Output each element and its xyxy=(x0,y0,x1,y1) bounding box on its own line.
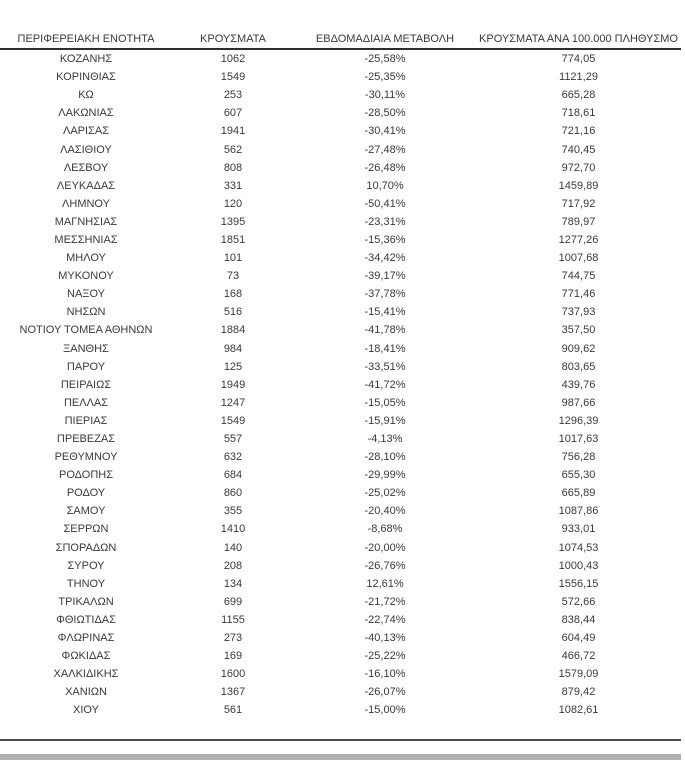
cell-cases: 860 xyxy=(223,487,243,500)
cell-cases-per-100k: 1017,63 xyxy=(558,433,599,446)
cell-region: ΝΟΤΙΟΥ ΤΟΜΕΑ ΑΘΗΝΩΝ xyxy=(19,324,153,337)
cell-cases: 1884 xyxy=(220,324,246,337)
cell-weekly-change: -21,72% xyxy=(364,595,406,608)
cell-cases-per-100k: 972,70 xyxy=(561,161,596,174)
column-header-cases-per-100k: ΚΡΟΥΣΜΑΤΑ ΑΝΑ 100.000 ΠΛΗΘΥΣΜΟ xyxy=(476,33,681,49)
cell-weekly-change: -22,74% xyxy=(364,613,406,626)
table-row xyxy=(0,231,681,249)
cell-weekly-change: -30,11% xyxy=(364,89,406,102)
cell-cases-per-100k: 1082,61 xyxy=(558,704,599,717)
cell-cases-per-100k: 737,93 xyxy=(561,306,596,319)
table-row xyxy=(0,159,681,177)
cell-weekly-change: -41,72% xyxy=(364,378,406,391)
cell-weekly-change: -28,50% xyxy=(364,107,406,120)
table-row xyxy=(0,412,681,430)
cell-region: ΦΛΩΡΙΝΑΣ xyxy=(57,632,115,645)
table-row xyxy=(0,49,681,68)
cell-cases: 125 xyxy=(223,360,243,373)
table-row xyxy=(0,122,681,140)
cell-cases: 73 xyxy=(226,270,240,283)
cell-region: ΣΠΟΡΑΔΩΝ xyxy=(55,541,117,554)
cell-cases: 331 xyxy=(223,179,243,192)
cell-weekly-change: -40,13% xyxy=(364,632,406,645)
cell-region: ΜΑΓΝΗΣΙΑΣ xyxy=(54,215,118,228)
table-row xyxy=(0,195,681,213)
cell-region: ΞΑΝΘΗΣ xyxy=(63,342,109,355)
table-row xyxy=(0,376,681,394)
table-row xyxy=(0,575,681,593)
table-row xyxy=(0,466,681,484)
cell-cases-per-100k: 466,72 xyxy=(561,650,596,663)
table-row xyxy=(0,629,681,647)
cell-weekly-change: -20,00% xyxy=(364,541,406,554)
cell-cases-per-100k: 1000,43 xyxy=(558,559,599,572)
cell-region: ΠΡΕΒΕΖΑΣ xyxy=(56,433,116,446)
cell-weekly-change: -26,76% xyxy=(364,559,406,572)
cell-weekly-change: -26,07% xyxy=(364,686,406,699)
cell-cases: 1549 xyxy=(220,414,246,427)
cell-region: ΝΗΣΩΝ xyxy=(66,306,106,319)
bottom-gray-bar xyxy=(0,754,681,760)
table-row xyxy=(0,611,681,629)
table-row xyxy=(0,557,681,575)
cell-cases-per-100k: 1277,26 xyxy=(558,233,599,246)
cell-region: ΛΑΣΙΘΙΟΥ xyxy=(60,143,112,156)
table-row xyxy=(0,303,681,321)
cell-weekly-change: 12,61% xyxy=(366,577,404,590)
table-row xyxy=(0,665,681,683)
cell-cases-per-100k: 1074,53 xyxy=(558,541,599,554)
cell-weekly-change: -27,48% xyxy=(364,143,406,156)
column-header-region: ΠΕΡΙΦΕΡΕΙΑΚΗ ΕΝΟΤΗΤΑ xyxy=(0,33,172,49)
table-row xyxy=(0,267,681,285)
cell-cases: 562 xyxy=(223,143,243,156)
cell-cases-per-100k: 909,62 xyxy=(561,342,596,355)
cell-cases: 1395 xyxy=(220,215,246,228)
cell-weekly-change: -15,36% xyxy=(364,233,406,246)
cell-cases: 1851 xyxy=(220,233,246,246)
cell-weekly-change: -4,13% xyxy=(367,433,403,446)
cell-cases: 355 xyxy=(223,505,243,518)
cell-region: ΤΡΙΚΑΛΩΝ xyxy=(58,595,114,608)
cell-cases-per-100k: 1459,89 xyxy=(558,179,599,192)
cell-region: ΦΘΙΩΤΙΔΑΣ xyxy=(56,613,116,626)
cell-cases: 1367 xyxy=(220,686,246,699)
cell-region: ΠΕΛΛΑΣ xyxy=(63,396,109,409)
cell-cases-per-100k: 933,01 xyxy=(561,523,596,536)
cell-weekly-change: -37,78% xyxy=(364,288,406,301)
table-row xyxy=(0,683,681,701)
cell-weekly-change: -25,02% xyxy=(364,487,406,500)
cell-cases: 169 xyxy=(223,650,243,663)
cell-region: ΧΑΝΙΩΝ xyxy=(65,686,107,699)
cell-region: ΡΟΔΟΥ xyxy=(66,487,106,500)
table-row xyxy=(0,539,681,557)
cell-cases: 101 xyxy=(223,252,243,265)
cell-cases: 557 xyxy=(223,433,243,446)
cell-cases-per-100k: 718,61 xyxy=(561,107,596,120)
cell-weekly-change: -8,68% xyxy=(367,523,403,536)
cell-cases: 1949 xyxy=(220,378,246,391)
cell-cases: 140 xyxy=(223,541,243,554)
cell-cases-per-100k: 1007,68 xyxy=(558,252,599,265)
cell-cases: 632 xyxy=(223,451,243,464)
table-row xyxy=(0,68,681,86)
table-row xyxy=(0,430,681,448)
cell-region: ΧΑΛΚΙΔΙΚΗΣ xyxy=(53,668,119,681)
bottom-separator-line xyxy=(0,739,681,741)
cell-cases-per-100k: 838,44 xyxy=(561,613,596,626)
cell-region: ΤΗΝΟΥ xyxy=(66,577,106,590)
cell-cases: 561 xyxy=(223,704,243,717)
cell-weekly-change: -20,40% xyxy=(364,505,406,518)
cell-cases-per-100k: 1579,09 xyxy=(558,668,599,681)
cell-weekly-change: -25,22% xyxy=(364,650,406,663)
cell-weekly-change: -16,10% xyxy=(364,668,406,681)
cell-cases-per-100k: 756,28 xyxy=(561,451,596,464)
cell-weekly-change: -15,91% xyxy=(364,414,406,427)
cell-weekly-change: -28,10% xyxy=(364,451,406,464)
column-header-weekly-change: ΕΒΔΟΜΑΔΙΑΙΑ ΜΕΤΑΒΟΛΗ xyxy=(294,33,476,49)
cell-cases-per-100k: 721,16 xyxy=(561,125,596,138)
cell-region: ΠΙΕΡΙΑΣ xyxy=(64,414,108,427)
cell-region: ΝΑΞΟΥ xyxy=(67,288,105,301)
cell-region: ΚΩ xyxy=(78,89,94,102)
cell-cases: 699 xyxy=(223,595,243,608)
cell-region: ΛΗΜΝΟΥ xyxy=(62,197,110,210)
cell-region: ΚΟΡΙΝΘΙΑΣ xyxy=(56,71,116,84)
table-row xyxy=(0,321,681,339)
cases-table xyxy=(0,33,681,719)
cell-weekly-change: -50,41% xyxy=(364,197,406,210)
table-row xyxy=(0,285,681,303)
cell-weekly-change: -15,41% xyxy=(364,306,406,319)
cell-cases: 607 xyxy=(223,107,243,120)
cell-cases: 134 xyxy=(223,577,243,590)
cell-region: ΡΟΔΟΠΗΣ xyxy=(58,469,114,482)
cell-weekly-change: -33,51% xyxy=(364,360,406,373)
cell-region: ΛΕΣΒΟΥ xyxy=(63,161,109,174)
cell-cases: 1410 xyxy=(220,523,246,536)
table-row xyxy=(0,213,681,231)
table-row xyxy=(0,647,681,665)
table-row xyxy=(0,502,681,520)
table-row xyxy=(0,520,681,538)
cell-cases: 1062 xyxy=(220,53,246,66)
cell-region: ΧΙΟΥ xyxy=(73,704,99,717)
cell-cases: 1600 xyxy=(220,668,246,681)
cell-region: ΣΕΡΡΩΝ xyxy=(63,523,109,536)
cell-cases-per-100k: 879,42 xyxy=(561,686,596,699)
cell-weekly-change: -39,17% xyxy=(364,270,406,283)
cell-cases-per-100k: 789,97 xyxy=(561,215,596,228)
cell-cases: 168 xyxy=(223,288,243,301)
cell-weekly-change: -23,31% xyxy=(364,215,406,228)
cell-cases-per-100k: 717,92 xyxy=(561,197,596,210)
cell-region: ΛΑΚΩΝΙΑΣ xyxy=(58,107,114,120)
cell-region: ΚΟΖΑΝΗΣ xyxy=(59,53,113,66)
cell-region: ΣΑΜΟΥ xyxy=(66,505,106,518)
cell-cases-per-100k: 1556,15 xyxy=(558,577,599,590)
cell-weekly-change: -34,42% xyxy=(364,252,406,265)
cell-weekly-change: -26,48% xyxy=(364,161,406,174)
cell-cases: 1155 xyxy=(221,613,245,626)
cell-cases-per-100k: 744,75 xyxy=(561,270,596,283)
cell-cases-per-100k: 572,66 xyxy=(561,595,596,608)
table-row xyxy=(0,340,681,358)
cell-cases-per-100k: 655,30 xyxy=(561,469,596,482)
cell-weekly-change: -25,35% xyxy=(364,71,406,84)
cell-cases: 684 xyxy=(223,469,243,482)
cell-cases-per-100k: 740,45 xyxy=(561,143,596,156)
table-row xyxy=(0,104,681,122)
cell-cases-per-100k: 1121,29 xyxy=(559,71,598,84)
cell-cases: 273 xyxy=(223,632,243,645)
cell-cases: 984 xyxy=(223,342,243,355)
cell-region: ΜΥΚΟΝΟΥ xyxy=(58,270,114,283)
cell-cases: 808 xyxy=(223,161,243,174)
cell-region: ΦΩΚΙΔΑΣ xyxy=(61,650,111,663)
cell-region: ΛΕΥΚΑΔΑΣ xyxy=(56,179,116,192)
cell-cases-per-100k: 771,46 xyxy=(561,288,596,301)
table-row xyxy=(0,394,681,412)
cell-cases-per-100k: 1087,86 xyxy=(558,505,599,518)
table-row xyxy=(0,448,681,466)
table-row xyxy=(0,140,681,158)
table-header-row xyxy=(0,33,681,49)
cell-cases: 1247 xyxy=(220,396,246,409)
cell-cases-per-100k: 357,50 xyxy=(561,324,596,337)
cell-cases: 516 xyxy=(223,306,243,319)
cell-cases: 1549 xyxy=(220,71,246,84)
cell-cases: 1941 xyxy=(220,125,246,138)
cell-cases: 208 xyxy=(223,559,243,572)
cell-weekly-change: -18,41% xyxy=(364,342,406,355)
cell-region: ΠΕΙΡΑΙΩΣ xyxy=(60,378,112,391)
cell-region: ΜΗΛΟΥ xyxy=(66,252,106,265)
table-row xyxy=(0,177,681,195)
cell-cases: 253 xyxy=(223,89,243,102)
cell-cases-per-100k: 1296,39 xyxy=(558,414,599,427)
cell-cases-per-100k: 604,49 xyxy=(561,632,596,645)
table-row xyxy=(0,86,681,104)
cell-cases-per-100k: 803,65 xyxy=(561,360,596,373)
cell-region: ΜΕΣΣΗΝΙΑΣ xyxy=(54,233,118,246)
cell-weekly-change: -25,58% xyxy=(364,53,406,66)
cell-region: ΛΑΡΙΣΑΣ xyxy=(62,125,109,138)
table-body xyxy=(0,49,681,719)
table-row xyxy=(0,701,681,719)
cell-weekly-change: -15,05% xyxy=(364,396,406,409)
cell-cases-per-100k: 665,28 xyxy=(561,89,596,102)
cell-region: ΠΑΡΟΥ xyxy=(66,360,106,373)
cell-weekly-change: -30,41% xyxy=(364,125,406,138)
cell-weekly-change: -15,00% xyxy=(364,704,406,717)
cell-weekly-change: 10,70% xyxy=(366,179,404,192)
table-row xyxy=(0,358,681,376)
table-row xyxy=(0,484,681,502)
cell-cases: 120 xyxy=(223,197,243,210)
cell-cases-per-100k: 987,66 xyxy=(561,396,596,409)
column-header-cases: ΚΡΟΥΣΜΑΤΑ xyxy=(172,33,294,49)
cell-cases-per-100k: 439,76 xyxy=(561,378,596,391)
cell-region: ΣΥΡΟΥ xyxy=(67,559,105,572)
table-row xyxy=(0,249,681,267)
table-row xyxy=(0,593,681,611)
cell-weekly-change: -41,78% xyxy=(364,324,406,337)
cell-weekly-change: -29,99% xyxy=(364,469,406,482)
cell-cases-per-100k: 665,89 xyxy=(561,487,596,500)
cell-region: ΡΕΘΥΜΝΟΥ xyxy=(54,451,118,464)
cell-cases-per-100k: 774,05 xyxy=(561,53,596,66)
